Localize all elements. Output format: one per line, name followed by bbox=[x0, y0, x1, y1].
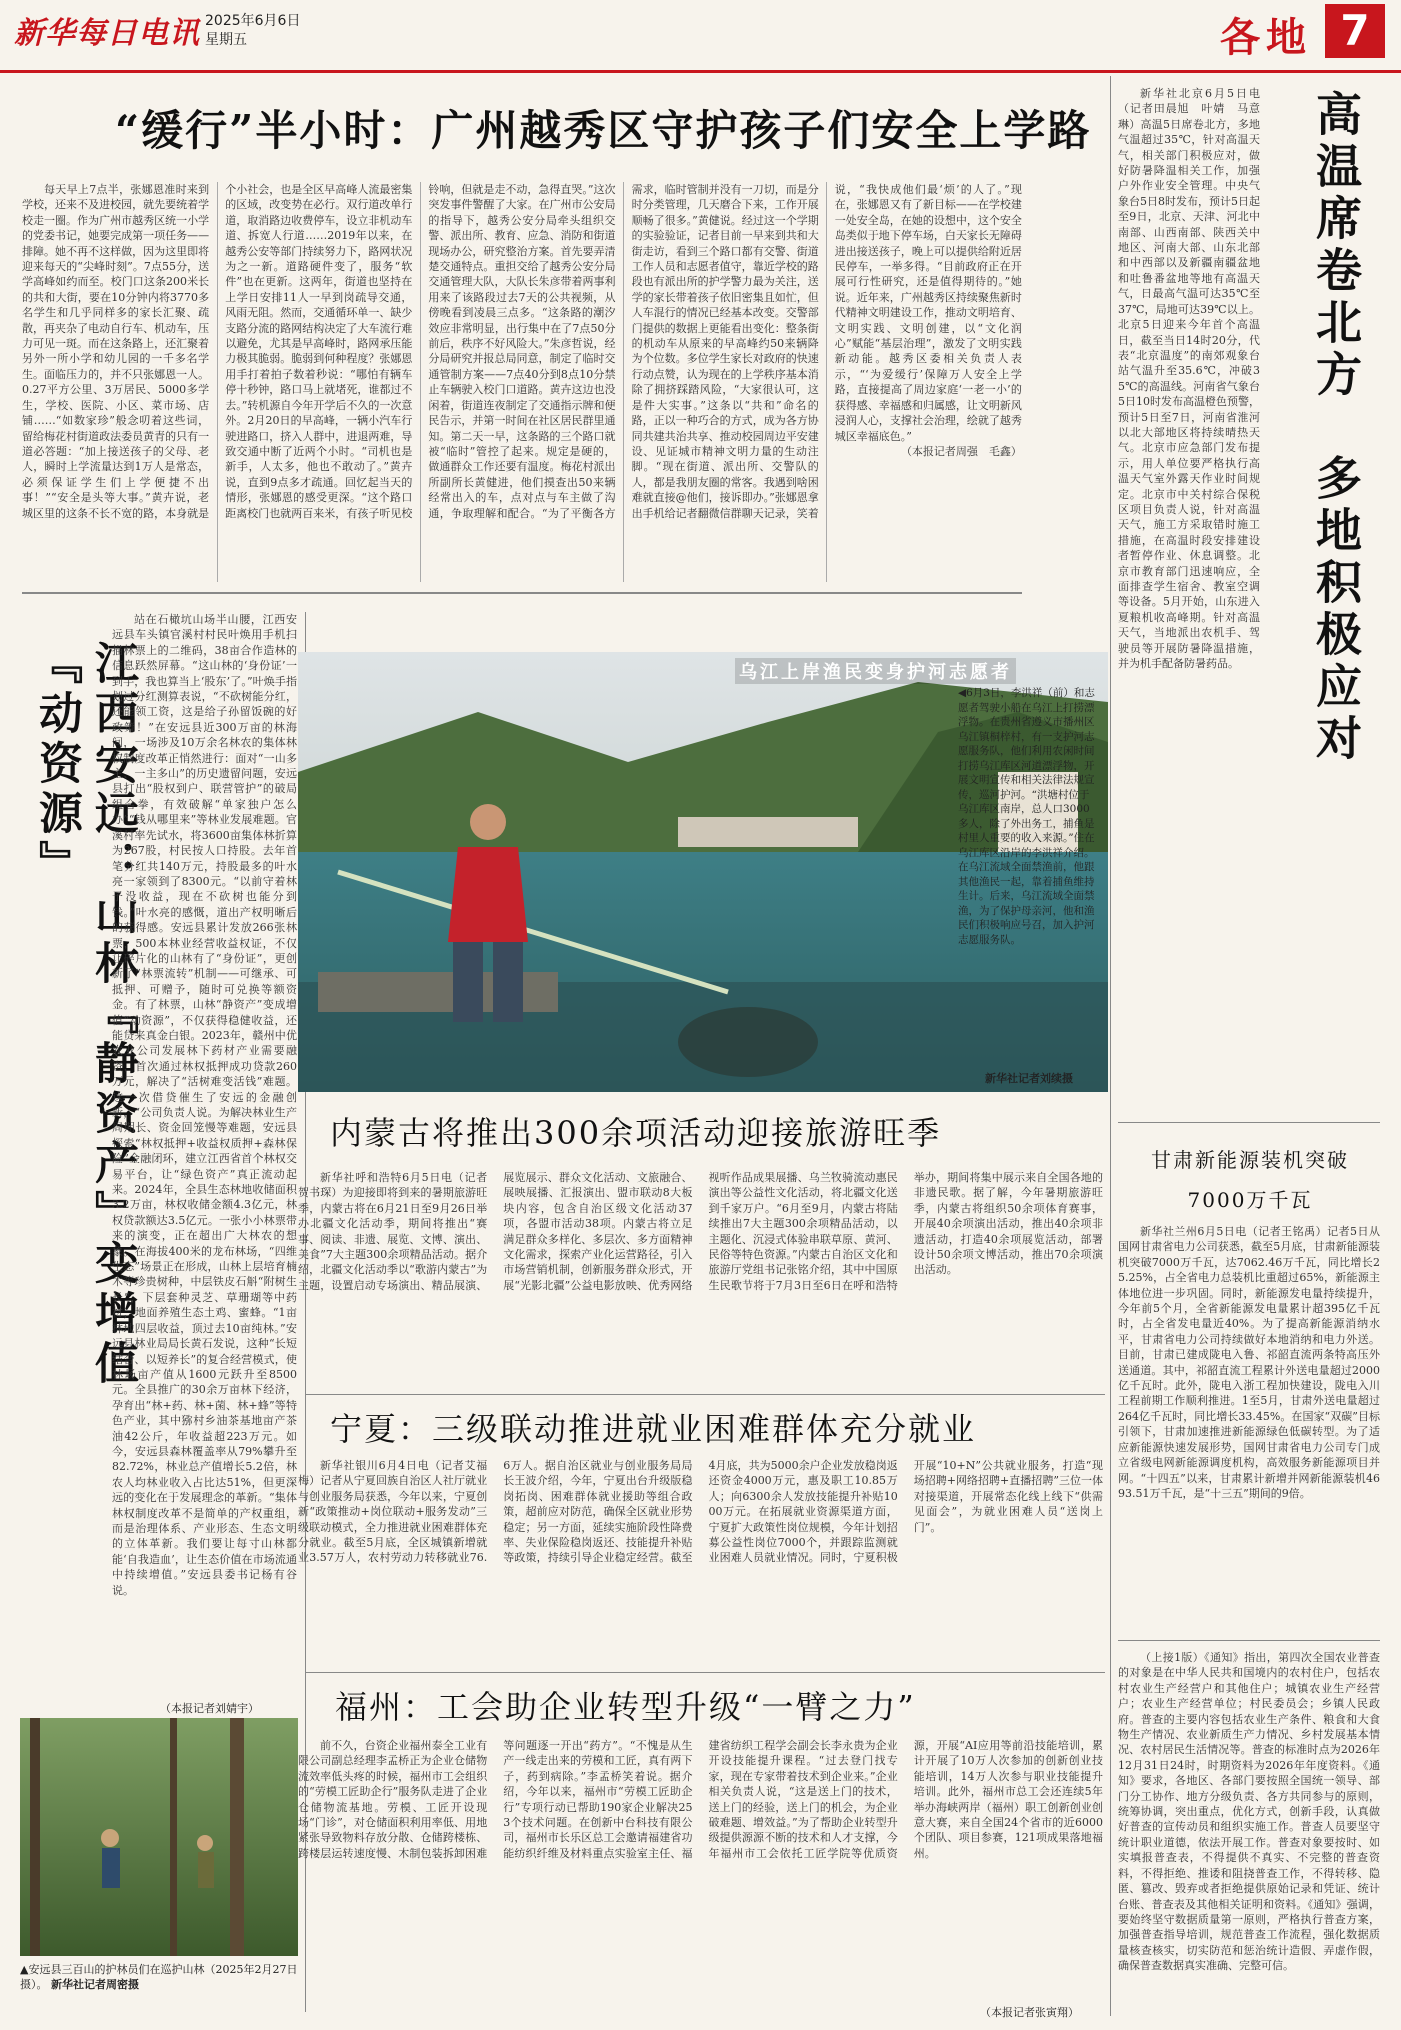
forest-caption-text: ▲安远县三百山的护林员们在巡护山林（2025年2月27日摄）。 bbox=[20, 1963, 298, 1991]
a2-text: 站在石橄坑山场半山腰，江西安远县车头镇官溪村村民叶焕用手机扫描林票上的二维码，38亩合作造林的信息跃然屏幕。“这山林的‘身份证’一到手，我也算当上‘股东’了。”叶焕手指划过分红测算表说，“不砍树能分红，还能领工资，这是给子孙留饭碗的好政策！”在安远县近300万亩的林海间，一场涉及10万余名林农的集体林权制度改革正悄然进行：面对“一山多主、一主多山”的历史遗留问题，安远县打出“股权到户、联营管护”的破局组合拳，有效破解“单家独户怎么办”“钱从哪里来”等林业发展难题。官溪村率先试水，将3600亩集体林折算为267股，村民按人口持股。去年首笔分红共140万元，持股最多的叶水亮一家领到了8300元。“以前守着林子没收益，现在不砍树也能分到钱。”叶水亮的感慨，道出产权明晰后的获得感。安远县累计发放266张林票，500本林业经营收益权证，不仅让碎片化的山林有了“身份证”，更创新了“林票流转”机制——可继承、可抵押、可赠予，随时可兑换等额资金。有了林票，山林“静资产”变成增值“动资源”，不仅获得稳健收益，还能贷来真金白银。2023年，赣州中优农业公司发展林下药材产业需要融资，首次通过林权抵押成功贷款260万元，解决了“活树难变活钱”难题。这一次借贷催生了安远的金融创新，“公司负责人说。为解决林业生产周期长、资金回笼慢等难题，安远县探索“林权抵押+收益权质押+森林保险”金融闭环，建立江西省首个林权交易平台，让“绿色资产”真正流动起来。2024年，全县生态林地收储面积3.2万亩，林权收储金额4.3亿元，林权贷款额达3.5亿元。一张小小林票带来的演变，正在超出广大林农的想象。在海拔400米的龙布林场，“四维生态”场景正在形成，山林上层培育楠木等珍贵树种，中层铁皮石斛“附树生长”，下层套种灵芝、草珊瑚等中药材，地面养殖生态土鸡、蜜蜂。“1亩林地四层收益，顶过去10亩纯林。”安远县林业局局长黄石发说，这种“长短结合、以短养长”的复合经营模式，使林场亩产值从1600元跃升至8500元。全县推广的30余万亩林下经济，孕育出“林+药、林+菌、林+蜂”等特色产业，其中猕村乡油茶基地亩产茶油42公斤，年收益超223万元。如今，安远县森林覆盖率从79%攀升至82.72%，林业总产值增长5.2倍，林农人均林业收入占比达51%，但更深远的变化在于发展理念的革新。“集体林权制度改革不是简单的产权重组，而是治理体系、产业形态、生态文明的立体革新。我们要让每寸山林都能‘自我造血’，让生态价值在市场流通中持续增值。”安远县委书记杨有谷说。 bbox=[112, 613, 297, 1597]
a6-text: 新华社兰州6月5日电（记者王铭禹）记者5日从国网甘肃省电力公司获悉，截至5月底，甘肃新能源装机突破7000万千瓦，达7062.46万千瓦，同比增长25.25%，占全省电力总装机比重超过65%，新能源主体地位进一步巩固。同时，新能源发电量持续提升，今年前5个月，全省新能源发电量累计超395亿千瓦时，占全省发电量近40%。为了提高新能源消纳水平，甘肃省电力公司持续做好本地消纳和电力外送。目前，甘肃已建成陇电入鲁、祁韶直流两条特高压外送通道。其中，祁韶直流工程累计外送电量超过2000亿千瓦时。此外，陇电入浙工程加快建设，陇电入川工程前期工作顺利推进。1至5月，甘肃外送电量超过264亿千瓦时，同比增长33.45%。在国家“双碳”目标引领下，甘肃加速推进新能源绿色低碳转型。为了适应新能源快速发展形势，国网甘肃省电力公司专门成立省级电网新能源调度机构，高效服务新能源项目并网。“十四五”以来，甘肃累计新增并网新能源装机4693.51万千瓦，是“十三五”期间的9倍。 bbox=[1118, 1225, 1380, 1500]
a1-headline: “缓行”半小时：广州越秀区守护孩子们安全上学路 bbox=[115, 106, 1092, 155]
page-header bbox=[0, 0, 1401, 73]
a1-byline: （本报记者周强 毛鑫） bbox=[900, 444, 1022, 458]
a4-body bbox=[298, 1170, 1103, 1390]
section-name: 各地 bbox=[1220, 14, 1312, 61]
a6-body bbox=[1118, 1224, 1380, 1632]
river-caption-text: ◀6月3日，李洪祥（前）和志愿者驾驶小船在乌江上打捞漂浮物。在贵州省遵义市播州区乌江镇桐梓村，有一支护河志愿服务队，他们利用农闲时间打捞乌江库区河道漂浮物，开展文明宣传和相关法律法规宣传，巡河护河。“洪塘村位于乌江库区南岸，总人口3000多人，除了外出务工，捕鱼是村里人重要的收入来源。”住在乌江库区沿岸的李洪祥介绍。在乌江流域全面禁渔前，他跟其他渔民一起，靠着捕鱼维持生计。后来，乌江流域全面禁渔，为了保护母亲河，他和渔民们积极响应号召，加入护河志愿服务队。 bbox=[958, 687, 1095, 946]
a7-text: 前不久，台资企业福州泰全工业有限公司副总经理李孟桥正为企业仓储物流效率低头疼的时候，福州市工会组织的“劳模工匠助企行”服务队走进了企业仓储物流基地。劳模、工匠开设现场“门诊”，对仓储面积利用率低、用地紧张导致物料存放分散、仓储跨楼栋、跨楼层运转速度慢、木制包装拆卸困难等问题逐一开出“药方”。“不愧是从生产一线走出来的劳模和工匠，真有两下子，药到病除。”李孟桥笑着说。据介绍，今年以来，福州市“劳模工匠助企行”专项行动已帮助190家企业解决253个技术问题。在创新中台科技有限公司，福州市长乐区总工会邀请福建省功能纺织纤维及材料重点实验室主任、福建省纺织工程学会副会长李永贵为企业开设技能提升课程。“过去登门找专家，现在专家带着技术到企业来。”企业相关负责人说，“这是送上门的技术，送上门的经验，送上门的机会，为企业破难题、增效益。”为了帮助企业转型升级提供源源不断的技术和人才支撑，今年福州市工会依托工匠学院等优质资源，开展“AI应用等前沿技能培训，累计开展了10万人次参加的创新创业技能培训，14万人次参与职业技能提升培训。此外，福州市总工会还连续5年举办海峡两岸（福州）职工创新创业创意大赛，来自全国24个省市的近6000个团队、项目参赛，121项成果落地福州。 bbox=[298, 1739, 1103, 1860]
forest-photo-caption bbox=[20, 1962, 298, 1992]
divider bbox=[1118, 1640, 1380, 1641]
a2-body bbox=[112, 612, 297, 1694]
forest-photo-image bbox=[20, 1718, 298, 1956]
a2-byline: （本报记者刘婧宇） bbox=[160, 1702, 259, 1715]
a4-text: 新华社呼和浩特6月5日电（记者贺书琛）为迎接即将到来的暑期旅游旺季，内蒙古将在6月21日至9月26日举办北疆文化活动季，期间将推出“赛事、阅读、非遗、展览、文博、演出、美食”7大主题300余项精品活动。据介绍，北疆文化活动季以“歌游内蒙古”为主题，设置启动专场演出、精品展演、展览展示、群众文化活动、文旅融合、展映展播、汇报演出、盟市联动8大板块内容，包含自治区级文化活动37项，各盟市活动38项。内蒙古将立足满足群众多样化、多层次、多方面精神文化需求，探索产业化运营路径，引入市场营销机制，创新服务群众形式，开展“光影北疆”公益电影放映、优秀网络视听作品成果展播、乌兰牧骑流动惠民演出等公益性文化活动，将北疆文化送到千家万户。“6月至9月，内蒙古将陆续推出7大主题300余项精品活动，以主题化、沉浸式体验串联草原、黄河、民俗等特色资源。”内蒙古自治区文化和旅游厅党组书记张铭介绍，其中中国原生民歌节将于7月3日至6日在呼和浩特举办，期间将集中展示来自全国各地的非遗民歌。据了解，今年暑期旅游旺季，内蒙古将组织50余项体育赛事，开展40余项演出活动，推出40余项非遗活动，打造40余项展览活动，部署设计50余项文博活动，推出70余项演出活动。 bbox=[298, 1171, 1103, 1292]
a3-headline: 高温席卷北方 多地积极应对 bbox=[1309, 90, 1363, 766]
river-photo-credit: 新华社记者刘续摄 bbox=[985, 1072, 1073, 1085]
a1-body bbox=[22, 182, 1022, 582]
a7-byline: （本报记者张寅翔） bbox=[980, 2006, 1079, 2019]
date-text: 2025年6月6日 bbox=[205, 13, 301, 29]
photo-title-label: 乌江上岸渔民变身护河志愿者 bbox=[735, 658, 1016, 684]
a5-body bbox=[298, 1458, 1103, 1668]
a6-headline: 甘肃新能源装机突破7000万千瓦 bbox=[1151, 1148, 1349, 1212]
a7-body bbox=[298, 1738, 1103, 2000]
a8-body bbox=[1118, 1650, 1380, 2020]
weekday-text: 星期五 bbox=[205, 32, 247, 48]
divider bbox=[1110, 76, 1111, 2016]
masthead-logo: 新华每日电讯 bbox=[14, 16, 200, 51]
divider bbox=[22, 592, 1022, 594]
divider bbox=[305, 1394, 1105, 1395]
a3-body bbox=[1118, 86, 1260, 1216]
divider bbox=[305, 1672, 1105, 1673]
river-photo-caption bbox=[958, 686, 1098, 1066]
a7-headline: 福州：工会助企业转型升级“一臂之力” bbox=[335, 1688, 916, 1726]
a8-text: （上接1版）《通知》指出，第四次全国农业普查的对象是在中华人民共和国境内的农村住户，包括农村农业生产经营户和其他住户；城镇农业生产经营户；农业生产经营单位；村民委员会；乡镇人民政府。普查的主要内容包括农业生产条件、粮食和大食物生产情况、农业新质生产力情况、乡村发展基本情况、农村居民生活情况等。普查的标准时点为2026年12月31日24时，时期资料为2026年年度资料。《通知》要求，各地区、各部门要按照全国统一领导、部门分工协作、地方分级负责、各方共同参与的原则，统筹协调，突出重点，优化方式，创新手段，认真做好普查的宣传动员和组织实施工作。普查人员要坚守统计职业道德，依法开展工作。普查对象要按时、如实填报普查表，不得提供不真实、不完整的普查资料，不得拒绝、推诿和阻挠普查工作，不得转移、隐匿、篡改、毁弃或者拒绝提供原始记录和凭证、统计台账、普查表及其他相关证明和资料。《通知》强调，要始终坚守数据质量第一原则，严格执行普查方案，加强普查指导培训，规范普查工作流程，强化数据质量核查核实，切实防范和惩治统计造假、弄虚作假，确保普查数据真实准确、完整可信。 bbox=[1118, 1651, 1380, 1973]
a4-headline: 内蒙古将推出300余项活动迎接旅游旺季 bbox=[330, 1114, 942, 1152]
forest-photo-credit: 新华社记者周密摄 bbox=[51, 1978, 139, 1991]
divider bbox=[1118, 1122, 1380, 1123]
a2-headline: 江西安远：山林『静资产』变增值『动资源』 bbox=[31, 640, 138, 1390]
forest-photo bbox=[20, 1718, 298, 1956]
a5-text: 新华社银川6月4日电（记者艾福梅）记者从宁夏回族自治区人社厅就业与创业服务局获悉，今年以来，宁夏创新“政策推动+岗位联动+服务发动”三级联动模式，全力推进就业困难群体充分就业。截至5月底，全区城镇新增就业3.57万人，农村劳动力转移就业76.6万人。据自治区就业与创业服务局局长王波介绍，今年，宁夏出台升级版稳岗拓岗、困难群体就业援助等组合政策，超前应对防范，确保全区就业形势稳定；另一方面，延续实施阶段性降费率、失业保险稳岗返还、技能提升补贴等政策，持续引导企业稳定经营。截至4月底，共为5000余户企业发放稳岗返还资金4000万元，惠及职工10.85万人；向6300余人发放技能提升补贴1000万元。在拓展就业资源渠道方面，宁夏扩大政策性岗位规模，今年计划招募公益性岗位7000个，并跟踪监测就业困难人员就业情况。同时，宁夏积极开展“10+N”公共就业服务，打造“现场招聘+网络招聘+直播招聘”三位一体对接渠道，开展常态化线上线下“供需见面会”，为就业困难人员“送岗上门”。 bbox=[298, 1459, 1103, 1565]
page-number: 7 bbox=[1325, 4, 1385, 58]
issue-date bbox=[205, 12, 300, 50]
a5-headline: 宁夏：三级联动推进就业困难群体充分就业 bbox=[330, 1410, 977, 1448]
a1-text: 每天早上7点半，张娜恩准时来到学校，还来不及进校园，就先要统着学校走一圈。作为广州市越秀区统一小学的党委书记，她要完成第一项任务——排障。她不再不这样做，因为这里即将迎来每天的“尖峰时刻”。7点55分，送学高峰如约而至。校门口这条200米长的共和大街，要在10分钟内将3770多名学生和几乎同样多的家长汇聚、疏散，再夹杂了电动自行车、机动车，压力可见一斑。而在这条路上，还汇聚着另外一所小学和幼儿园的一千多名学生。面临压力的，并不只张娜恩一人。0.27平方公里、3万居民、5000多学生，学校、医院、小区、菜市场、店铺……“如数家珍”般念叨着这些词，留给梅花村街道政法委员黄青的只有一道必答题：“加上接送孩子的父母、老人，瞬时上学流量达到1万人是常态，必须保证学生们上学便捷不出事！”“安全是头等大事。”黄卉说，老城区里的这条不长不宽的路，本身就是个小社会，也是全区早高峰人流最密集的区域，改变势在必行。双行道改单行道，取消路边收费停车，设立非机动车道、拆宽人行道……2019年以来，在越秀公安等部门持续努力下，路网状况为之一新。道路硬件变了，服务“软件”也在更新。这两年，街道也坚持在上学日安排11人一早到岗疏导交通，风雨无阻。然而，交通循环单一、缺少支路分流的路网结构决定了大车流行难以避免，尤其是早高峰时，路网承压能力极其脆弱。脆弱到何种程度？张娜恩用手打着拍子数着秒说：“哪怕有辆车停十秒钟，路口马上就堵死，谁都过不去。”转机源自今年开学后不久的一次意外。2月20日的早高峰，一辆小汽车行驶进路口，挤入人群中，进退两难，导致交通中断了近两个小时。“司机也是新手，人太多，他也不敢动了。”黄卉说，直到9点多才疏通。回忆起当天的情形，张娜恩的感受更深。“这个路口距离校门也就两百来米，有孩子听见校铃响，但就是走不动，急得直哭。”这次突发事件警醒了大家。在广州市公安局的指导下，越秀公安分局牵头组织交警、派出所、教育、应急、消防和街道现场办公，研究整治方案。首先要弄清楚交通特点。重担交给了越秀公安分局交通管理大队，大队长朱彦带着两事利用来了该路段过去7天的公共视频，从傍晚看到凌晨三点多。“这条路的潮汐效应非常明显，出行集中在了7点50分前后，秩序不好风险大。”朱彦哲说，经分局研究并报总局同意，制定了临时交通管制方案——7点40分到8点10分禁止车辆驶入校门口道路。黄卉这边也没闲着，街道连夜制定了交通指示牌和便民告示，并第一时间在社区居民群里通知。第二天一早，这条路的三个路口就被“临时”管控了起来。规定是硬的，做通群众工作还要有温度。梅花村派出所副所长黄健进，他们摸查出50来辆经常出入的车，点对点与车主做了沟通，争取理解和配合。“为了平衡各方需求，临时管制并没有一刀切，而是分时分类管理，几天磨合下来，工作开展顺畅了很多。”黄健说。经过这一个学期的实验验证，记者目前一早来到共和大街走访，看到三个路口都有交警、街道工作人员和志愿者值守，靠近学校的路段也有派出所的护学警力最为关注，送学的家长带着孩子依旧密集且如忙，但人车混行的情况已经基本改变。交警部门提供的数据上更能看出变化：整条街的机动车从原来的早高峰约50来辆降为个位数。多位学生家长对政府的快速行动点赞，认为现在的上学秩序基本消除了拥挤踩踏风险，“大家很认可，这是件大实事。”这条以“共和”命名的路，正以一种巧合的方式，成为各方协同共建共治共享、推动校园周边平安建设、见证城市精神文明力量的生动注脚。“现在街道、派出所、交警队的人，都是我朋友圈的常客。我遇到啥困难就直接@他们，接诉即办。”张娜恩拿出手机给记者翻微信群聊天记录，笑着说，“我快成他们最‘烦’的人了。”现在，张娜恩又有了新目标——在学校建一处安全岛，在她的设想中，这个安全岛类似于地下停车场，白天家长无障碍进出接送孩子，晚上可以提供给附近居民停车，一举多得。“目前政府正在开展可行性研究，还是值得期待的。”她说。近年来，广州越秀区持续聚焦新时代精神文明建设工作，推动文明培育、文明实践、文明创建，以“文化润心”赋能“基层治理”，激发了文明实践新动能。越秀区委相关负责人表示，“‘为爱缓行’保障万人安全上学路，直接提高了周边家庭‘一老一小’的获得感、幸福感和归属感，让文明新风浸润人心，支撑社会治理，绘就了越秀城区幸福底色。” bbox=[22, 183, 1022, 520]
a3-text: 新华社北京6月5日电（记者田晨旭 叶婧 马意琳）高温5日席卷北方，多地气温超过35℃，针对高温天气，相关部门积极应对，做好防暑降温相关工作，加强户外作业安全管理。中央气象台5日8时发布，预计5日起至9日，北京、天津、河北中南部、山西南部、陕西关中地区、河南大部、山东北部和中西部以及新疆南疆盆地和吐鲁番盆地等地有高温天气，日最高气温可达35℃至37℃，局地可达39℃以上。北京5日迎来今年首个高温日，截至当日14时20分，代表“北京温度”的南郊观象台站气温升至35.6℃，冲破35℃的高温线。河南省气象台5日10时发布高温橙色预警，预计5日至7日，河南省淮河以北大部地区将持续晴热天气。北京市应急部门发布提示，用人单位要严格执行高温天气室外露天作业时间规定。北京市中关村综合保税区项目负责人说，针对高温天气，施工方采取错时施工措施，在高温时段安排建设者暂停作业、休息调整。北京市教育部门迅速响应，全面排查学生宿舍、教室空调等设备。5月开始，山东进入夏粮机收高峰期。针对高温天气，当地派出农机手、驾驶员等开展防暑降温措施，并为机手配备防暑药品。 bbox=[1118, 87, 1260, 671]
